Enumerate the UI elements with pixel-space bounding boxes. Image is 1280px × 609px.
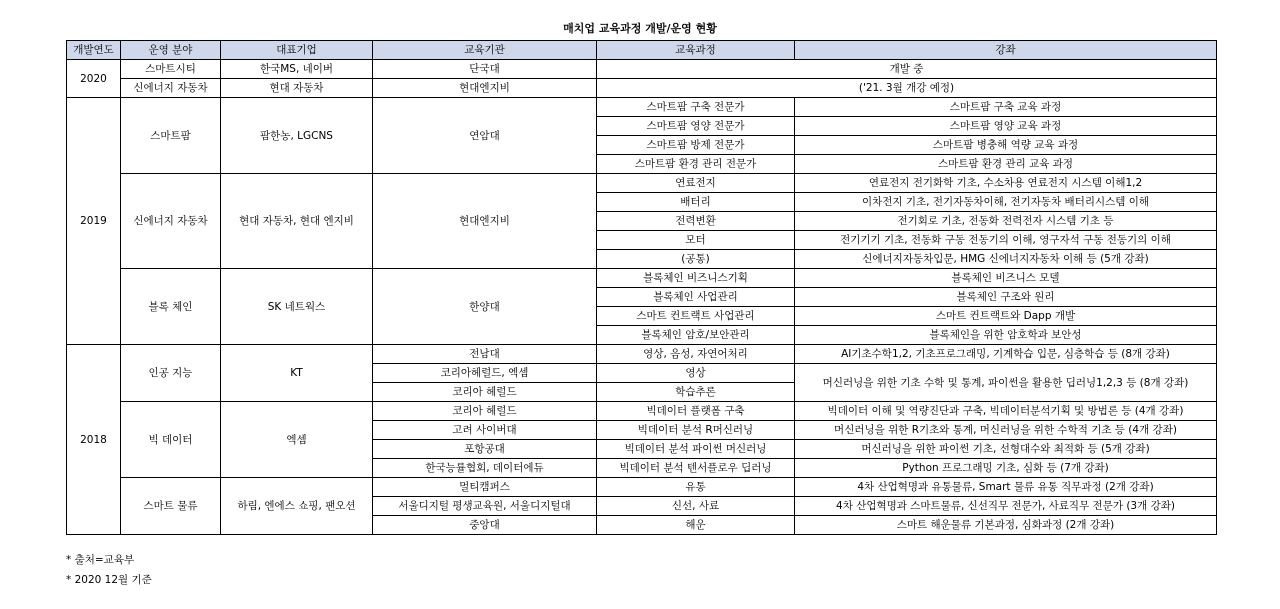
lecture-cell: 신에너지자동차입문, HMG 신에너지자동차 이해 등 (5개 강좌) [795,250,1217,269]
lecture-cell: 블록체인 구조와 원리 [795,288,1217,307]
course-cell: 배터리 [597,193,795,212]
institution-cell: 고려 사이버대 [373,421,597,440]
table-row [67,269,1217,288]
institution-cell: 포항공대 [373,440,597,459]
course-cell: 빅데이터 분석 R머신러닝 [597,421,795,440]
institution-cell: 중앙대 [373,516,597,535]
field-cell: 스마트 물류 [121,478,221,535]
field-cell: 스마트시티 [121,60,221,79]
institution-cell: 현대엔지비 [373,174,597,269]
institution-cell: 한양대 [373,269,597,345]
field-cell: 신에너지 자동차 [121,79,221,98]
header-institution: 교육기관 [373,41,597,60]
field-cell: 신에너지 자동차 [121,174,221,269]
course-cell: 스마트팜 구축 전문가 [597,98,795,117]
status-cell: ('21. 3월 개강 예정) [597,79,1217,98]
course-cell: 스마트팜 환경 관리 전문가 [597,155,795,174]
course-cell: 전력변환 [597,212,795,231]
lecture-cell: 스마트팜 환경 관리 교육 과정 [795,155,1217,174]
institution-cell: 코리아 헤럴드 [373,402,597,421]
lecture-cell: 이차전지 기초, 전기자동차이해, 전기자동차 배터리시스템 이해 [795,193,1217,212]
lecture-cell: 머신러닝을 위한 기초 수학 및 통계, 파이썬을 활용한 딥러닝1,2,3 등 (8개 강좌) [795,364,1217,402]
header-field: 운영 분야 [121,41,221,60]
lecture-cell: Python 프로그래밍 기초, 심화 등 (7개 강좌) [795,459,1217,478]
document-title: 매치업 교육과정 개발/운영 현황 [563,22,717,35]
table-row [67,402,1217,421]
company-cell: 현대 자동차, 현대 엔지비 [221,174,373,269]
lecture-cell: 머신러닝을 위한 파이썬 기초, 선형대수와 최적화 등 (5개 강좌) [795,440,1217,459]
institution-cell: 멀티캠퍼스 [373,478,597,497]
lecture-cell: 스마트팜 구축 교육 과정 [795,98,1217,117]
course-cell: 스마트 컨트랙트 사업관리 [597,307,795,326]
header-year: 개발연도 [67,41,121,60]
company-cell: 엑셈 [221,402,373,478]
course-cell: 학습추론 [597,383,795,402]
header-company: 대표기업 [221,41,373,60]
institution-cell: 코리아헤럴드, 엑셈 [373,364,597,383]
table-row [67,60,1217,79]
course-cell: 영상, 음성, 자연어처리 [597,345,795,364]
course-cell: 스마트팜 영양 전문가 [597,117,795,136]
year-cell: 2020 [67,60,121,98]
curriculum-table [66,40,1217,535]
lecture-cell: 빅데이터 이해 및 역량진단과 구축, 빅데이터분석기획 및 방법론 등 (4개 강좌) [795,402,1217,421]
company-cell: 하림, 엔에스 쇼핑, 팬오션 [221,478,373,535]
course-cell: 스마트팜 방제 전문가 [597,136,795,155]
source-note: * 출처=교육부 [66,554,135,566]
institution-cell: 단국대 [373,60,597,79]
lecture-cell: 4차 산업혁명과 스마트물류, 신선직무 전문가, 사료직무 전문가 (3개 강좌) [795,497,1217,516]
field-cell: 스마트팜 [121,98,221,174]
lecture-cell: 스마트 해운물류 기본과정, 심화과정 (2개 강좌) [795,516,1217,535]
table-row [67,478,1217,497]
lecture-cell: 연료전지 전기화학 기초, 수소차용 연료전지 시스템 이해1,2 [795,174,1217,193]
field-cell: 빅 데이터 [121,402,221,478]
course-cell: 빅데이터 분석 텐서플로우 딥러닝 [597,459,795,478]
table-row [67,98,1217,117]
date-note: * 2020 12월 기준 [66,574,152,586]
course-cell: 빅데이터 분석 파이썬 머신러닝 [597,440,795,459]
course-cell: 유통 [597,478,795,497]
year-cell: 2018 [67,345,121,535]
header-course: 교육과정 [597,41,795,60]
course-cell: (공통) [597,250,795,269]
table-row [67,345,1217,364]
lecture-cell: 머신러닝을 위한 R기초와 통계, 머신러닝을 위한 수학적 기초 등 (4개 강좌) [795,421,1217,440]
lecture-cell: 4차 산업혁명과 유통물류, Smart 물류 유통 직무과정 (2개 강좌) [795,478,1217,497]
course-cell: 연료전지 [597,174,795,193]
course-cell: 빅데이터 플랫폼 구축 [597,402,795,421]
lecture-cell: 블록체인을 위한 암호학과 보안성 [795,326,1217,345]
field-cell: 인공 지능 [121,345,221,402]
status-cell: 개발 중 [597,60,1217,79]
course-cell: 블록체인 비즈니스기획 [597,269,795,288]
course-cell: 신선, 사료 [597,497,795,516]
institution-cell: 한국능률협회, 데이터에듀 [373,459,597,478]
lecture-cell: 스마트 컨트랙트와 Dapp 개발 [795,307,1217,326]
field-cell: 블록 체인 [121,269,221,345]
lecture-cell: 전기회로 기초, 전동화 전력전자 시스템 기초 등 [795,212,1217,231]
company-cell: 현대 자동차 [221,79,373,98]
header-row [67,41,1217,60]
course-cell: 블록체인 암호/보안관리 [597,326,795,345]
institution-cell: 코리아 헤럴드 [373,383,597,402]
institution-cell: 서울디지털 평생교육원, 서울디지털대 [373,497,597,516]
lecture-cell: 스마트팜 영양 교육 과정 [795,117,1217,136]
lecture-cell: AI기초수학1,2, 기초프로그래밍, 기계학습 입문, 심층학습 등 (8개 강좌) [795,345,1217,364]
company-cell: 한국MS, 네이버 [221,60,373,79]
header-lecture: 강좌 [795,41,1217,60]
institution-cell: 전남대 [373,345,597,364]
institution-cell: 연암대 [373,98,597,174]
table-row [67,174,1217,193]
course-cell: 해운 [597,516,795,535]
lecture-cell: 블록체인 비즈니스 모델 [795,269,1217,288]
company-cell: SK 네트웍스 [221,269,373,345]
year-cell: 2019 [67,98,121,345]
lecture-cell: 전기기기 기초, 전동화 구동 전동기의 이해, 영구자석 구동 전동기의 이해 [795,231,1217,250]
course-cell: 영상 [597,364,795,383]
table-row [67,79,1217,98]
institution-cell: 현대엔지비 [373,79,597,98]
company-cell: KT [221,345,373,402]
lecture-cell: 스마트팜 병충해 역량 교육 과정 [795,136,1217,155]
company-cell: 팜한농, LGCNS [221,98,373,174]
course-cell: 모터 [597,231,795,250]
course-cell: 블록체인 사업관리 [597,288,795,307]
